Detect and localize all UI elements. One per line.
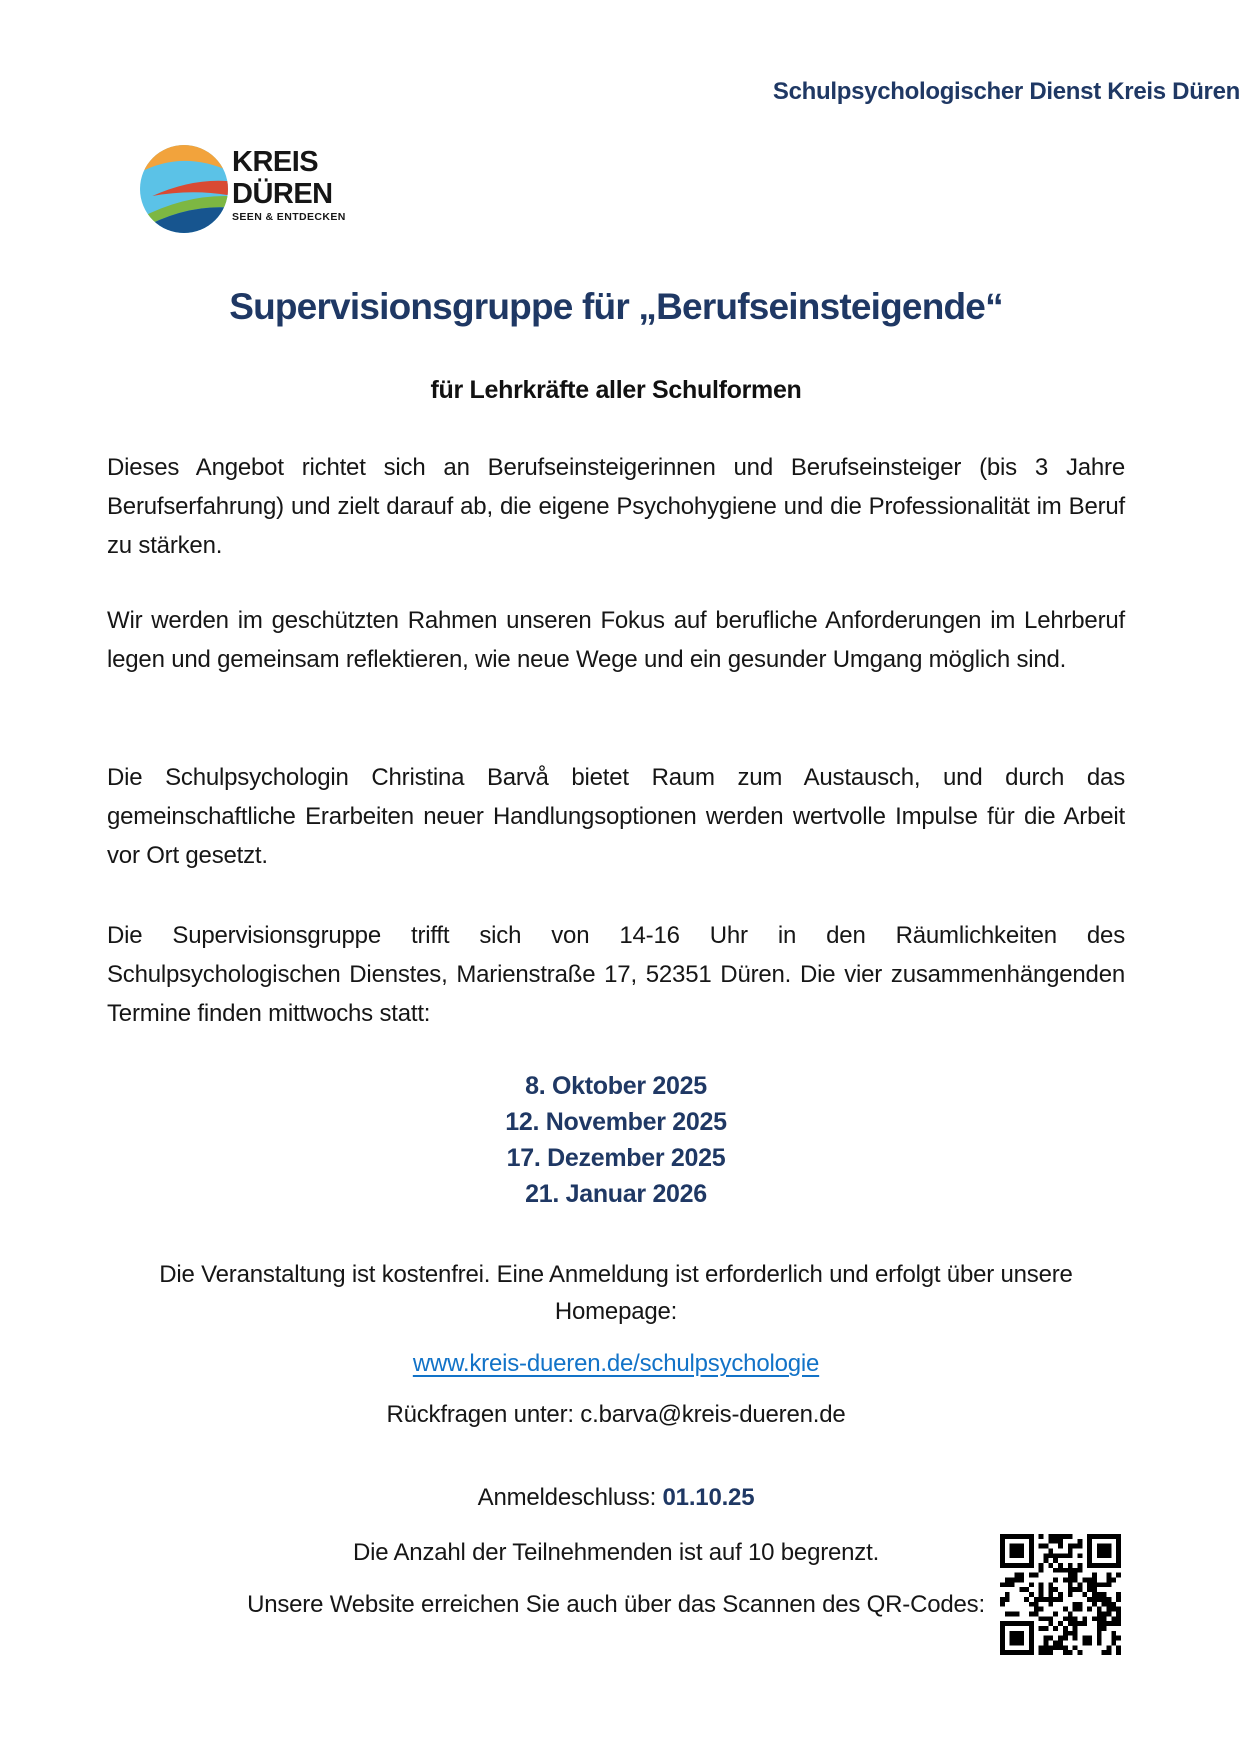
paragraph-target-group: Dieses Angebot richtet sich an Berufseinsteigerinnen und Berufseinsteiger (bis 3 Jahre Berufserfahrung) und zielt darauf ab, die eigene Psychohygiene und die Professionalität im Beruf zu stärken. (107, 454, 1125, 559)
contact-email-line: Rückfragen unter: c.barva@kreis-dueren.de (386, 1401, 846, 1428)
homepage-link-row (107, 1345, 1125, 1382)
paragraph-schedule: Die Supervisionsgruppe trifft sich von 14-16 Uhr in den Räumlichkeiten des Schulpsychologischen Dienstes, Marienstraße 17, 52351 Düren. Die vier zusammenhängenden Termine finden mittwochs statt: (107, 922, 1125, 1027)
session-dates-list (107, 1068, 1125, 1212)
page-subtitle: für Lehrkräfte aller Schulformen (430, 376, 802, 404)
content-column (107, 0, 1125, 1754)
deadline-line (107, 1479, 1125, 1516)
homepage-link[interactable]: www.kreis-dueren.de/schulpsychologie (412, 1350, 820, 1377)
page-title: Supervisionsgruppe für „Berufseinsteigende“ (229, 286, 1003, 327)
session-date: 17. Dezember 2025 (506, 1144, 726, 1172)
deadline-date: 01.10.25 (662, 1484, 755, 1511)
qr-hint-line: Unsere Website erreichen Sie auch über das Scannen des QR-Codes: (247, 1591, 985, 1618)
logo-tagline: SEEN & ENTDECKEN (232, 211, 346, 223)
deadline-label: Anmeldeschluss: (477, 1484, 657, 1511)
session-date: 8. Oktober 2025 (525, 1072, 707, 1100)
document-header: Schulpsychologischer Dienst Kreis Düren (772, 78, 1240, 105)
session-date: 21. Januar 2026 (525, 1180, 707, 1208)
paragraph-facilitator: Die Schulpsychologin Christina Barvå bietet Raum zum Austausch, und durch das gemeinschaftliche Erarbeiten neuer Handlungsoptionen werden wertvolle Impulse für die Arbeit vor Ort gesetzt. (107, 764, 1125, 869)
paragraph-focus: Wir werden im geschützten Rahmen unseren Fokus auf berufliche Anforderungen im Lehrberuf legen und gemeinsam reflektieren, wie neue Wege und ein gesunder Umgang möglich sind. (107, 607, 1125, 673)
capacity-line: Die Anzahl der Teilnehmenden ist auf 10 begrenzt. (352, 1539, 880, 1566)
logo-word-kreis: KREIS (232, 146, 319, 178)
logo-word-dueren: DÜREN (232, 178, 333, 210)
session-date: 12. November 2025 (505, 1108, 727, 1136)
qr-code (1000, 1534, 1121, 1655)
registration-info: Die Veranstaltung ist kostenfrei. Eine Anmeldung ist erforderlich und erfolgt über unsere Homepage: (159, 1261, 1073, 1325)
